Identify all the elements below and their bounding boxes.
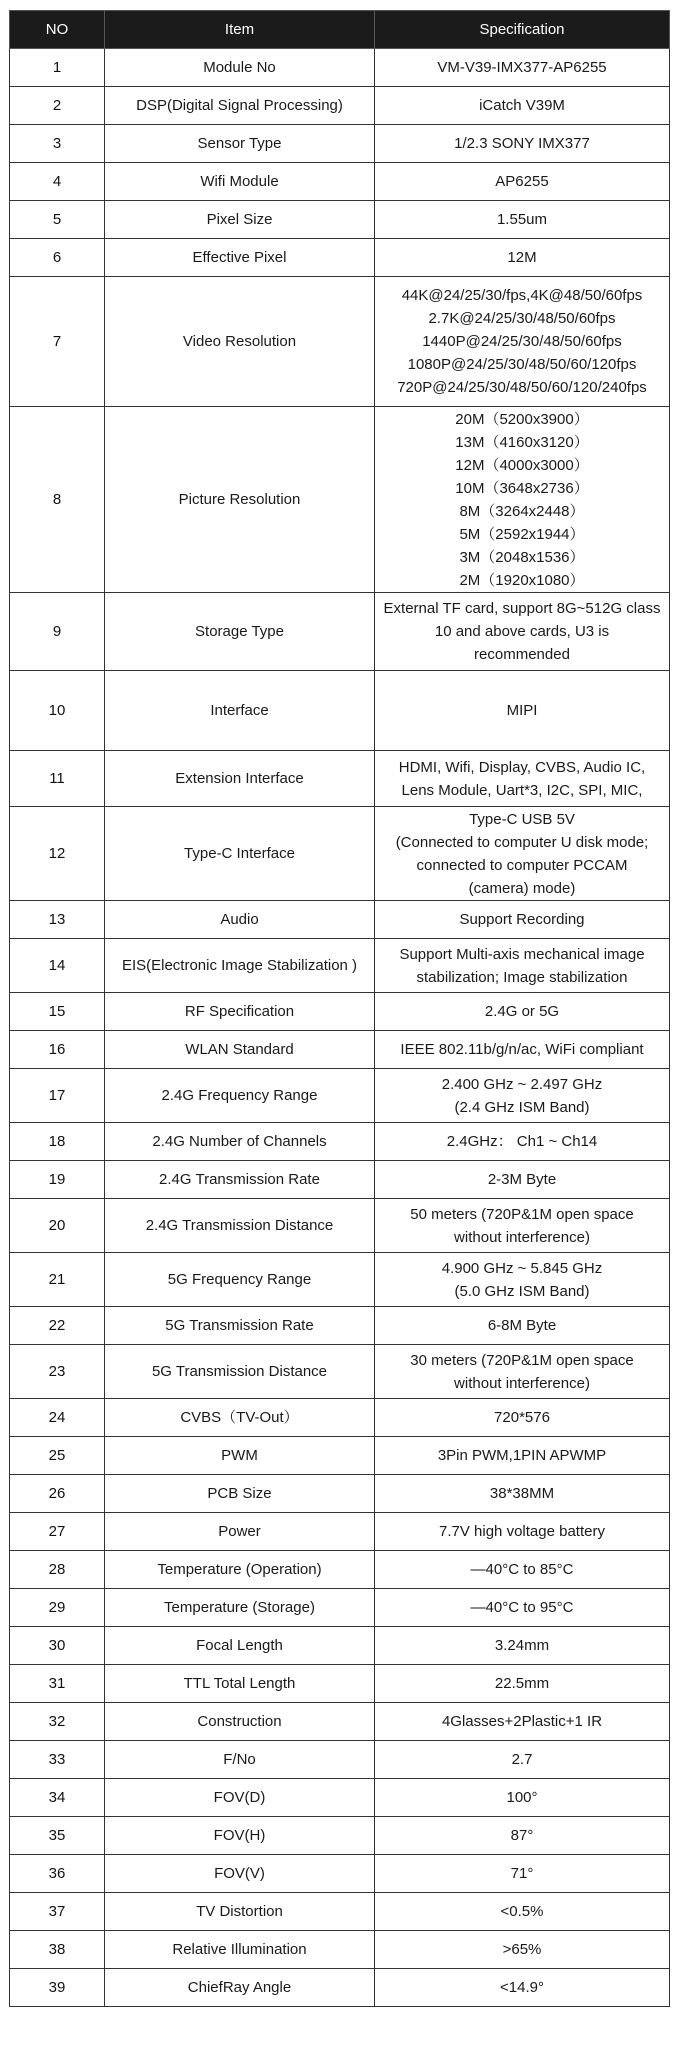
specification-cell: [375, 1779, 670, 1817]
item-cell: Power: [105, 1513, 375, 1551]
table-header: [10, 11, 670, 49]
specification-line: VM-V39-IMX377-AP6255: [437, 59, 607, 76]
specification-line: 100°: [506, 1789, 538, 1806]
header-no: NO: [10, 11, 105, 49]
row-number: 13: [10, 901, 105, 939]
specification-line: 20M（5200x3900）: [455, 410, 589, 428]
specification-cell: [375, 277, 670, 407]
specification-line: Type-C USB 5V: [469, 810, 575, 828]
table-row: [10, 163, 670, 201]
specification-line: 2.4GHz： Ch1 ~ Ch14: [446, 1133, 598, 1150]
specification-line: 50 meters (720P&1M open space: [410, 1205, 634, 1223]
item-cell: TV Distortion: [105, 1893, 375, 1931]
specification-cell: [375, 1551, 670, 1589]
table-row: [10, 87, 670, 125]
item-cell: Video Resolution: [105, 277, 375, 407]
specification-cell: [375, 1817, 670, 1855]
row-number: 28: [10, 1551, 105, 1589]
specification-line: AP6255: [495, 173, 549, 190]
item-cell: Interface: [105, 671, 375, 751]
row-number: 1: [10, 49, 105, 87]
specification-line: 44K@24/25/30/fps,4K@48/50/60fps: [401, 287, 643, 304]
specification-cell: [375, 1627, 670, 1665]
row-number: 30: [10, 1627, 105, 1665]
specification-line: 4Glasses+2Plastic+1 IR: [441, 1713, 603, 1730]
row-number: 2: [10, 87, 105, 125]
table-row: [10, 1345, 670, 1399]
item-cell: 2.4G Frequency Range: [105, 1069, 375, 1123]
table-row: [10, 1253, 670, 1307]
specification-cell: [375, 1703, 670, 1741]
item-cell: Type-C Interface: [105, 807, 375, 901]
specification-line: 8M（3264x2448）: [459, 502, 585, 520]
table-row: [10, 1307, 670, 1345]
specification-cell: [375, 993, 670, 1031]
specification-line: 10 and above cards, U3 is: [434, 623, 610, 640]
table-row: [10, 1475, 670, 1513]
table-row: [10, 593, 670, 671]
row-number: 38: [10, 1931, 105, 1969]
specification-line: Lens Module, Uart*3, I2C, SPI, MIC,: [401, 781, 643, 799]
specification-cell: [375, 239, 670, 277]
table-row: [10, 407, 670, 593]
row-number: 32: [10, 1703, 105, 1741]
specification-cell: [375, 1513, 670, 1551]
specification-line: 12M（4000x3000）: [455, 456, 589, 474]
row-number: 15: [10, 993, 105, 1031]
specification-line: 7.7V high voltage battery: [439, 1523, 605, 1540]
item-cell: WLAN Standard: [105, 1031, 375, 1069]
table-row: [10, 1969, 670, 2007]
row-number: 19: [10, 1161, 105, 1199]
row-number: 21: [10, 1253, 105, 1307]
row-number: 18: [10, 1123, 105, 1161]
item-cell: Audio: [105, 901, 375, 939]
item-cell: ChiefRay Angle: [105, 1969, 375, 2007]
row-number: 7: [10, 277, 105, 407]
specification-cell: [375, 1855, 670, 1893]
row-number: 14: [10, 939, 105, 993]
specification-line: —40°C to 95°C: [470, 1599, 574, 1616]
item-cell: Sensor Type: [105, 125, 375, 163]
table-row: [10, 807, 670, 901]
item-cell: Pixel Size: [105, 201, 375, 239]
table-row: [10, 993, 670, 1031]
item-cell: Construction: [105, 1703, 375, 1741]
item-cell: Temperature (Storage): [105, 1589, 375, 1627]
table-row: [10, 1627, 670, 1665]
header-specification: Specification: [375, 11, 670, 49]
specification-cell: [375, 751, 670, 807]
specification-cell: [375, 1475, 670, 1513]
item-cell: Extension Interface: [105, 751, 375, 807]
item-cell: Relative Illumination: [105, 1931, 375, 1969]
specification-line: 2.400 GHz ~ 2.497 GHz: [441, 1075, 603, 1093]
item-cell: 2.4G Number of Channels: [105, 1123, 375, 1161]
specification-line: 5M（2592x1944）: [459, 525, 585, 543]
table-row: [10, 239, 670, 277]
specification-cell: [375, 1931, 670, 1969]
item-cell: 5G Frequency Range: [105, 1253, 375, 1307]
header-item: Item: [105, 11, 375, 49]
item-cell: TTL Total Length: [105, 1665, 375, 1703]
specification-cell: [375, 49, 670, 87]
item-cell: FOV(D): [105, 1779, 375, 1817]
item-cell: RF Specification: [105, 993, 375, 1031]
specification-cell: [375, 407, 670, 593]
specification-line: 2-3M Byte: [487, 1171, 557, 1188]
item-cell: 5G Transmission Distance: [105, 1345, 375, 1399]
row-number: 25: [10, 1437, 105, 1475]
specification-line: 6-8M Byte: [487, 1317, 557, 1334]
table-row: [10, 1513, 670, 1551]
specification-line: 87°: [510, 1827, 534, 1844]
table-row: [10, 1589, 670, 1627]
item-cell: Focal Length: [105, 1627, 375, 1665]
specification-line: without interference): [454, 1374, 590, 1392]
specification-line: 12M: [507, 249, 537, 266]
specification-cell: [375, 1161, 670, 1199]
specification-line: iCatch V39M: [479, 97, 565, 114]
specification-cell: [375, 201, 670, 239]
table-row: [10, 1199, 670, 1253]
specification-line: 3.24mm: [494, 1637, 550, 1654]
specification-line: IEEE 802.11b/g/n/ac, WiFi compliant: [400, 1041, 644, 1058]
item-cell: Temperature (Operation): [105, 1551, 375, 1589]
table-row: [10, 939, 670, 993]
row-number: 11: [10, 751, 105, 807]
table-row: [10, 751, 670, 807]
table-row: [10, 125, 670, 163]
item-cell: Picture Resolution: [105, 407, 375, 593]
row-number: 22: [10, 1307, 105, 1345]
specification-line: recommended: [474, 646, 570, 663]
specification-line: 2M（1920x1080）: [459, 571, 585, 589]
specification-cell: [375, 671, 670, 751]
specification-cell: [375, 1069, 670, 1123]
specification-cell: [375, 1741, 670, 1779]
specification-cell: [375, 939, 670, 993]
specification-cell: [375, 1253, 670, 1307]
row-number: 27: [10, 1513, 105, 1551]
spec-table: [9, 10, 670, 2007]
specification-cell: [375, 1307, 670, 1345]
table-row: [10, 1703, 670, 1741]
table-row: [10, 1161, 670, 1199]
row-number: 12: [10, 807, 105, 901]
table-row: [10, 1931, 670, 1969]
item-cell: FOV(H): [105, 1817, 375, 1855]
row-number: 29: [10, 1589, 105, 1627]
specification-line: 38*38MM: [489, 1485, 555, 1502]
specification-cell: [375, 1589, 670, 1627]
row-number: 24: [10, 1399, 105, 1437]
row-number: 8: [10, 407, 105, 593]
table-row: [10, 277, 670, 407]
specification-line: 3Pin PWM,1PIN APWMP: [437, 1447, 607, 1464]
row-number: 37: [10, 1893, 105, 1931]
item-cell: Effective Pixel: [105, 239, 375, 277]
table-row: [10, 1855, 670, 1893]
row-number: 39: [10, 1969, 105, 2007]
specification-cell: [375, 593, 670, 671]
specification-cell: [375, 901, 670, 939]
specification-line: Support Recording: [459, 911, 585, 928]
specification-line: Support Multi-axis mechanical image: [399, 945, 645, 963]
row-number: 26: [10, 1475, 105, 1513]
row-number: 23: [10, 1345, 105, 1399]
specification-line: connected to computer PCCAM: [416, 856, 628, 874]
specification-cell: [375, 1969, 670, 2007]
table-row: [10, 1893, 670, 1931]
table-row: [10, 1031, 670, 1069]
specification-line: 30 meters (720P&1M open space: [410, 1351, 634, 1369]
specification-line: —40°C to 85°C: [470, 1561, 574, 1578]
specification-line: 1.55um: [496, 211, 548, 228]
row-number: 35: [10, 1817, 105, 1855]
specification-cell: [375, 87, 670, 125]
table-row: [10, 1437, 670, 1475]
row-number: 10: [10, 671, 105, 751]
row-number: 17: [10, 1069, 105, 1123]
specification-cell: [375, 125, 670, 163]
specification-line: stabilization; Image stabilization: [416, 968, 628, 986]
specification-line: (5.0 GHz ISM Band): [454, 1282, 590, 1300]
specification-line: (Connected to computer U disk mode;: [395, 833, 649, 851]
specification-line: 2.4G or 5G: [484, 1003, 560, 1020]
specification-line: 2.7K@24/25/30/48/50/60fps: [428, 310, 616, 327]
item-cell: Wifi Module: [105, 163, 375, 201]
specification-line: 720P@24/25/30/48/50/60/120/240fps: [397, 379, 647, 396]
specification-line: 13M（4160x3120）: [455, 433, 589, 451]
item-cell: PCB Size: [105, 1475, 375, 1513]
row-number: 4: [10, 163, 105, 201]
table-row: [10, 1817, 670, 1855]
specification-line: External TF card, support 8G~512G class: [383, 600, 661, 617]
specification-line: 1/2.3 SONY IMX377: [454, 135, 590, 152]
row-number: 9: [10, 593, 105, 671]
specification-cell: [375, 1199, 670, 1253]
row-number: 20: [10, 1199, 105, 1253]
specification-cell: [375, 1893, 670, 1931]
specification-cell: [375, 1031, 670, 1069]
specification-cell: [375, 1345, 670, 1399]
specification-line: <14.9°: [500, 1979, 544, 1996]
table-row: [10, 201, 670, 239]
specification-cell: [375, 1399, 670, 1437]
item-cell: FOV(V): [105, 1855, 375, 1893]
table-row: [10, 671, 670, 751]
specification-line: 720*576: [494, 1409, 550, 1426]
item-cell: CVBS（TV-Out）: [105, 1399, 375, 1437]
row-number: 31: [10, 1665, 105, 1703]
specification-line: MIPI: [506, 702, 538, 719]
specification-line: 22.5mm: [494, 1675, 550, 1692]
specification-line: without interference): [454, 1228, 590, 1246]
specification-line: 71°: [510, 1865, 534, 1882]
item-cell: 2.4G Transmission Rate: [105, 1161, 375, 1199]
specification-line: 10M（3648x2736）: [455, 479, 589, 497]
item-cell: 5G Transmission Rate: [105, 1307, 375, 1345]
item-cell: 2.4G Transmission Distance: [105, 1199, 375, 1253]
specification-line: >65%: [502, 1941, 542, 1958]
specification-line: 4.900 GHz ~ 5.845 GHz: [441, 1259, 603, 1277]
specification-cell: [375, 163, 670, 201]
item-cell: F/No: [105, 1741, 375, 1779]
specification-cell: [375, 807, 670, 901]
row-number: 33: [10, 1741, 105, 1779]
item-cell: Module No: [105, 49, 375, 87]
table-row: [10, 1123, 670, 1161]
specification-line: 2.7: [511, 1751, 533, 1768]
specification-line: <0.5%: [500, 1903, 544, 1920]
table-row: [10, 1551, 670, 1589]
table-row: [10, 901, 670, 939]
table-row: [10, 1069, 670, 1123]
row-number: 16: [10, 1031, 105, 1069]
table-row: [10, 1399, 670, 1437]
item-cell: Storage Type: [105, 593, 375, 671]
specification-line: (camera) mode): [468, 879, 576, 897]
specification-line: 1080P@24/25/30/48/50/60/120fps: [407, 356, 637, 373]
item-cell: DSP(Digital Signal Processing): [105, 87, 375, 125]
specification-line: (2.4 GHz ISM Band): [454, 1098, 590, 1116]
item-cell: PWM: [105, 1437, 375, 1475]
table-row: [10, 49, 670, 87]
item-cell: EIS(Electronic Image Stabilization ): [105, 939, 375, 993]
specification-cell: [375, 1665, 670, 1703]
row-number: 34: [10, 1779, 105, 1817]
table-row: [10, 1665, 670, 1703]
header-row: [10, 11, 670, 49]
specification-cell: [375, 1123, 670, 1161]
specification-line: 3M（2048x1536）: [459, 548, 585, 566]
specification-line: HDMI, Wifi, Display, CVBS, Audio IC,: [398, 758, 646, 776]
row-number: 6: [10, 239, 105, 277]
table-row: [10, 1741, 670, 1779]
table-row: [10, 1779, 670, 1817]
specification-line: 1440P@24/25/30/48/50/60fps: [422, 333, 622, 350]
table-body: [10, 49, 670, 2007]
row-number: 5: [10, 201, 105, 239]
row-number: 36: [10, 1855, 105, 1893]
specification-cell: [375, 1437, 670, 1475]
row-number: 3: [10, 125, 105, 163]
